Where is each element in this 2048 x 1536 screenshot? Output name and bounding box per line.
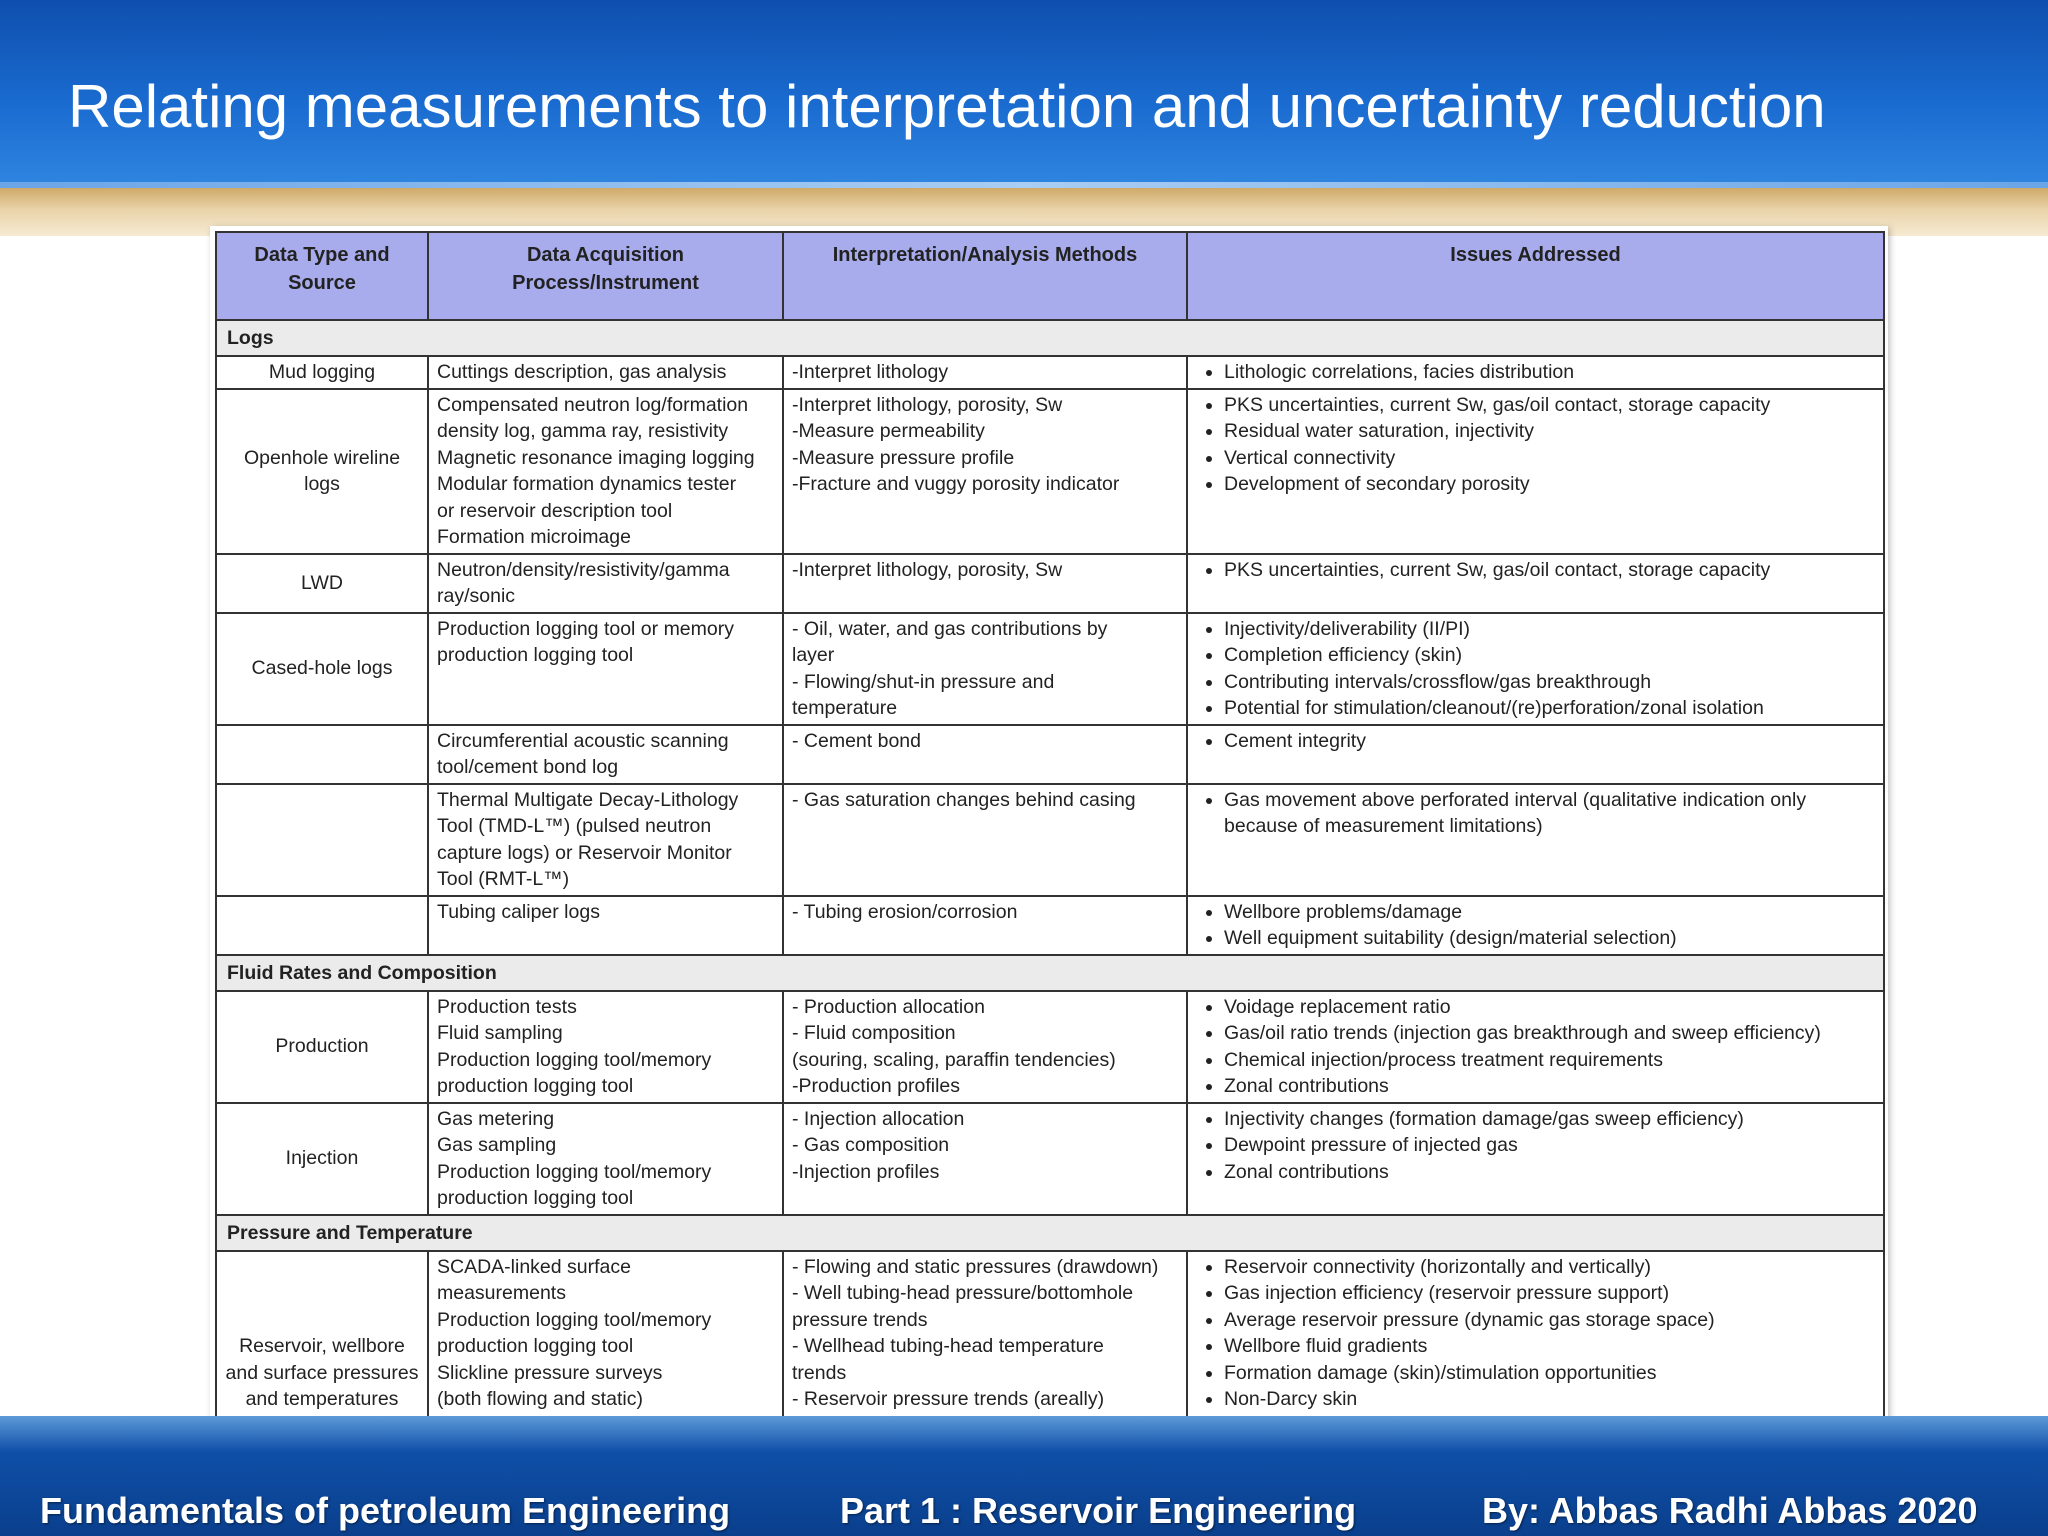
- methods-cell: [783, 725, 1187, 784]
- table-row: [216, 389, 1884, 554]
- issues-cell: [1187, 613, 1884, 725]
- data-source-cell: [216, 784, 428, 896]
- header-data-type: Data Type and Source: [216, 232, 428, 320]
- data-source-cell: [216, 725, 428, 784]
- issues-list: [1196, 616, 1875, 722]
- issue-item: • Gas injection efficiency (reservoir pressure support): [1224, 1280, 1875, 1307]
- methods-line: temperature: [792, 697, 898, 719]
- methods-line: -Measure pressure profile: [792, 446, 1015, 469]
- issues-list: [1196, 359, 1875, 386]
- acquisition-line: Circumferential acoustic scanning: [437, 729, 729, 752]
- issue-item: • PKS uncertainties, current Sw, gas/oil contact, storage capacity: [1224, 557, 1875, 584]
- methods-cell: [783, 613, 1187, 725]
- acquisition-line: production logging tool: [437, 1335, 634, 1357]
- issue-item: • Lithologic correlations, facies distribution: [1224, 359, 1875, 386]
- measurements-table: [215, 231, 1885, 1496]
- methods-line: -Interpret lithology: [792, 361, 949, 383]
- acquisition-cell: [428, 554, 783, 613]
- methods-line: - Cement bond: [792, 729, 921, 752]
- acquisition-line: Cuttings description, gas analysis: [437, 361, 727, 383]
- data-source-cell: [216, 896, 428, 955]
- data-source-cell: Reservoir, wellbore and surface pressures and temperatures: [216, 1251, 428, 1496]
- issue-item: • Injectivity/deliverability (II/PI): [1224, 616, 1875, 643]
- acquisition-line: Thermal Multigate Decay-Lithology: [437, 788, 739, 811]
- methods-line: (souring, scaling, paraffin tendencies): [792, 1048, 1116, 1071]
- methods-line: - Wellhead tubing-head temperature: [792, 1335, 1104, 1357]
- slide-header: [0, 0, 2048, 188]
- acquisition-line: Gas metering: [437, 1107, 555, 1130]
- methods-line: trends: [792, 1361, 847, 1384]
- header-issues: Issues Addressed: [1187, 232, 1884, 320]
- acquisition-cell: [428, 896, 783, 955]
- issues-cell: [1187, 389, 1884, 554]
- methods-line: - Oil, water, and gas contributions by: [792, 617, 1108, 640]
- methods-cell: [783, 389, 1187, 554]
- acquisition-line: or reservoir description tool: [437, 499, 673, 522]
- issue-item: • Wellbore fluid gradients: [1224, 1333, 1875, 1360]
- acquisition-line: production logging tool: [437, 1075, 634, 1097]
- methods-line: -Interpret lithology, porosity, Sw: [792, 558, 1063, 581]
- acquisition-line: Modular formation dynamics tester: [437, 473, 737, 495]
- methods-line: -Production profiles: [792, 1075, 960, 1097]
- issues-list: [1196, 728, 1875, 755]
- section-title: Logs: [216, 320, 1884, 356]
- footer-part: Part 1 : Reservoir Engineering: [840, 1490, 1357, 1531]
- issue-item: • Potential for stimulation/cleanout/(re)perforation/zonal isolation: [1224, 695, 1875, 722]
- section-row: [216, 1215, 1884, 1251]
- acquisition-line: Tubing caliper logs: [437, 900, 600, 923]
- issue-item: • Reservoir connectivity (horizontally and vertically): [1224, 1254, 1875, 1281]
- issues-list: [1196, 1106, 1875, 1186]
- acquisition-line: Production tests: [437, 995, 577, 1018]
- methods-line: - Production allocation: [792, 995, 985, 1018]
- data-table-container: [210, 226, 1888, 1466]
- data-source-cell: LWD: [216, 554, 428, 613]
- issue-item: • PKS uncertainties, current Sw, gas/oil contact, storage capacity: [1224, 392, 1875, 419]
- issues-cell: [1187, 1103, 1884, 1215]
- methods-line: -Fracture and vuggy porosity indicator: [792, 473, 1120, 495]
- slide-footer: [0, 1416, 2048, 1536]
- footer-course: Fundamentals of petroleum Engineering: [40, 1490, 731, 1531]
- issue-item: • Contributing intervals/crossflow/gas breakthrough: [1224, 669, 1875, 696]
- table-row: [216, 356, 1884, 389]
- acquisition-line: Gas sampling: [437, 1134, 557, 1156]
- slide-title: Relating measurements to interpretation and uncertainty reduction: [68, 73, 1826, 140]
- acquisition-cell: [428, 613, 783, 725]
- acquisition-line: Formation microimage: [437, 526, 631, 548]
- table-row: [216, 725, 1884, 784]
- issues-cell: [1187, 991, 1884, 1103]
- methods-line: - Reservoir pressure trends (areally): [792, 1388, 1105, 1410]
- table-row: [216, 1103, 1884, 1215]
- issues-list: [1196, 994, 1875, 1100]
- acquisition-line: SCADA-linked surface: [437, 1255, 631, 1278]
- acquisition-line: (both flowing and static): [437, 1388, 643, 1410]
- methods-line: - Flowing and static pressures (drawdown): [792, 1255, 1159, 1278]
- issue-item: • Vertical connectivity: [1224, 445, 1875, 472]
- acquisition-cell: [428, 1103, 783, 1215]
- issue-item: • Residual water saturation, injectivity: [1224, 418, 1875, 445]
- data-source-cell: Injection: [216, 1103, 428, 1215]
- methods-line: - Injection allocation: [792, 1107, 965, 1130]
- issue-item: • Injectivity changes (formation damage/gas sweep efficiency): [1224, 1106, 1875, 1133]
- acquisition-cell: [428, 991, 783, 1103]
- methods-line: -Interpret lithology, porosity, Sw: [792, 393, 1063, 416]
- issue-item: • Zonal contributions: [1224, 1073, 1875, 1100]
- table-body: [216, 320, 1884, 1495]
- methods-line: - Gas saturation changes behind casing: [792, 788, 1136, 811]
- methods-cell: [783, 896, 1187, 955]
- acquisition-line: Tool (TMD-L™) (pulsed neutron: [437, 815, 712, 837]
- acquisition-line: Tool (RMT-L™): [437, 868, 570, 890]
- methods-line: - Fluid composition: [792, 1022, 956, 1044]
- table-row: [216, 613, 1884, 725]
- methods-line: -Injection profiles: [792, 1160, 940, 1183]
- methods-cell: [783, 991, 1187, 1103]
- methods-line: - Gas composition: [792, 1134, 950, 1156]
- acquisition-line: Production logging tool/memory: [437, 1048, 712, 1071]
- acquisition-cell: [428, 725, 783, 784]
- acquisition-line: Slickline pressure surveys: [437, 1361, 663, 1384]
- issue-item: • Formation damage (skin)/stimulation opportunities: [1224, 1360, 1875, 1387]
- data-source-cell: Cased-hole logs: [216, 613, 428, 725]
- data-source-cell: Openhole wireline logs: [216, 389, 428, 554]
- methods-line: pressure trends: [792, 1308, 928, 1331]
- issue-item: • Average reservoir pressure (dynamic gas storage space): [1224, 1307, 1875, 1334]
- table-row: [216, 991, 1884, 1103]
- acquisition-cell: [428, 389, 783, 554]
- acquisition-line: measurements: [437, 1282, 566, 1304]
- issues-list: [1196, 787, 1875, 840]
- issue-item: • Chemical injection/process treatment requirements: [1224, 1047, 1875, 1074]
- issue-item: • Gas/oil ratio trends (injection gas breakthrough and sweep efficiency): [1224, 1020, 1875, 1047]
- data-source-cell: Mud logging: [216, 356, 428, 389]
- methods-line: -Measure permeability: [792, 420, 985, 442]
- acquisition-line: density log, gamma ray, resistivity: [437, 420, 729, 442]
- footer-author: By: Abbas Radhi Abbas 2020: [1482, 1490, 1978, 1531]
- section-title: Fluid Rates and Composition: [216, 955, 1884, 991]
- issue-item: • Well equipment suitability (design/material selection): [1224, 925, 1875, 952]
- methods-line: - Tubing erosion/corrosion: [792, 900, 1018, 923]
- section-row: [216, 320, 1884, 356]
- issue-item: • Dewpoint pressure of injected gas: [1224, 1132, 1875, 1159]
- table-header-row: [216, 232, 1884, 320]
- issue-item: • Cement integrity: [1224, 728, 1875, 755]
- acquisition-line: Production logging tool/memory: [437, 1308, 712, 1331]
- issues-list: [1196, 899, 1875, 952]
- issues-cell: [1187, 784, 1884, 896]
- issues-cell: [1187, 725, 1884, 784]
- table-row: [216, 896, 1884, 955]
- section-title: Pressure and Temperature: [216, 1215, 1884, 1251]
- acquisition-cell: [428, 356, 783, 389]
- acquisition-line: Neutron/density/resistivity/gamma: [437, 558, 730, 581]
- acquisition-line: capture logs) or Reservoir Monitor: [437, 841, 732, 864]
- methods-line: - Flowing/shut-in pressure and: [792, 670, 1055, 693]
- methods-cell: [783, 1103, 1187, 1215]
- methods-line: layer: [792, 644, 835, 666]
- section-row: [216, 955, 1884, 991]
- table-row: [216, 784, 1884, 896]
- acquisition-cell: [428, 784, 783, 896]
- issue-item: • Gas movement above perforated interval (qualitative indication only because of measurement limitations): [1224, 787, 1875, 840]
- issue-item: • Completion efficiency (skin): [1224, 642, 1875, 669]
- acquisition-line: tool/cement bond log: [437, 756, 619, 778]
- issues-list: [1196, 557, 1875, 584]
- header-methods: Interpretation/Analysis Methods: [783, 232, 1187, 320]
- methods-cell: [783, 356, 1187, 389]
- acquisition-line: Compensated neutron log/formation: [437, 393, 749, 416]
- data-source-cell: Production: [216, 991, 428, 1103]
- acquisition-line: production logging tool: [437, 644, 634, 666]
- acquisition-line: Production logging tool or memory: [437, 617, 734, 640]
- issue-item: • Development of secondary porosity: [1224, 471, 1875, 498]
- issue-item: • Zonal contributions: [1224, 1159, 1875, 1186]
- acquisition-line: production logging tool: [437, 1187, 634, 1209]
- methods-line: - Well tubing-head pressure/bottomhole: [792, 1282, 1134, 1304]
- acquisition-line: Fluid sampling: [437, 1022, 563, 1044]
- issues-cell: [1187, 356, 1884, 389]
- issues-cell: [1187, 896, 1884, 955]
- acquisition-line: Magnetic resonance imaging logging: [437, 446, 755, 469]
- issues-list: [1196, 392, 1875, 498]
- methods-cell: [783, 554, 1187, 613]
- issue-item: • Non-Darcy skin: [1224, 1386, 1875, 1413]
- issue-item: • Wellbore problems/damage: [1224, 899, 1875, 926]
- issue-item: • Voidage replacement ratio: [1224, 994, 1875, 1021]
- acquisition-line: Production logging tool/memory: [437, 1160, 712, 1183]
- acquisition-line: ray/sonic: [437, 585, 516, 607]
- table-row: [216, 554, 1884, 613]
- issues-cell: [1187, 554, 1884, 613]
- header-acquisition: Data Acquisition Process/Instrument: [428, 232, 783, 320]
- methods-cell: [783, 784, 1187, 896]
